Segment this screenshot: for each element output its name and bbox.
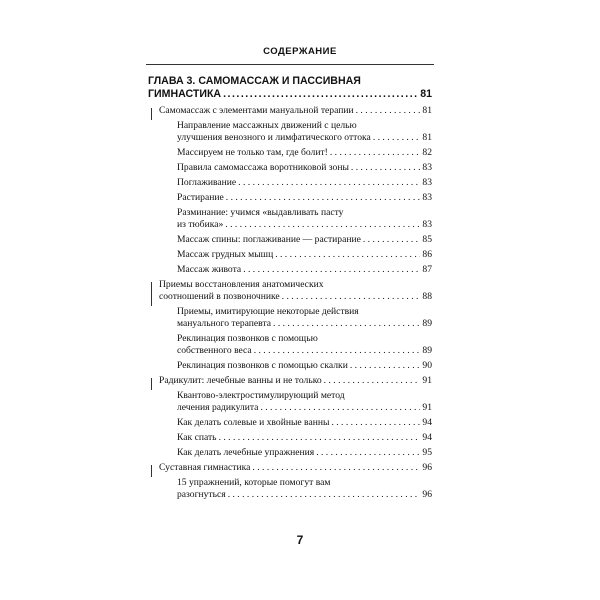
entry-page-number: 83	[422, 162, 432, 173]
entry-title-line: Как делать лечебные упражнения	[177, 447, 315, 458]
leader-dots	[351, 162, 420, 174]
entry-title-line: лечения радикулита	[177, 402, 259, 413]
toc-entries	[148, 105, 432, 501]
chapter-title-line1: ГЛАВА 3. САМОМАССАЖ И ПАССИВНАЯ	[148, 75, 361, 87]
leader-dots	[350, 360, 421, 372]
toc-subsection	[148, 477, 432, 501]
entry-page-number: 81	[422, 132, 432, 143]
entry-title-line: Растирание	[177, 192, 224, 203]
entry-page-number: 85	[422, 234, 432, 245]
running-head: СОДЕРЖАНИЕ	[263, 46, 337, 57]
entry-title-line: Направление массажных движений с целью	[177, 120, 357, 131]
leader-dots	[260, 402, 420, 414]
page-number: 7	[296, 533, 304, 547]
leader-dots	[243, 264, 420, 276]
entry-page-number: 96	[422, 462, 432, 473]
leader-dots	[282, 291, 421, 303]
entry-title-line: собственного веса	[177, 345, 252, 356]
entry-title-line: Реклинация позвонков с помощью скалки	[177, 360, 348, 371]
leader-dots	[330, 147, 421, 159]
entry-title-line: Суставная гимнастика	[159, 462, 251, 473]
header-rule	[146, 64, 434, 65]
toc-subsection	[148, 147, 432, 159]
entry-page-number: 83	[422, 192, 432, 203]
entry-title-line: Самомассаж с элементами мануальной терапии	[159, 105, 354, 116]
leader-dots	[219, 432, 421, 444]
entry-title-line: Приемы восстановления анатомических	[159, 279, 324, 290]
toc-subsection	[148, 432, 432, 444]
leader-dots	[226, 192, 421, 204]
entry-title-line: Массаж спины: поглаживание — растирание	[177, 234, 361, 245]
leader-dots	[331, 417, 420, 429]
toc-subsection	[148, 162, 432, 174]
toc-section	[148, 462, 432, 474]
entry-page-number: 94	[422, 417, 432, 428]
leader-dots	[223, 88, 418, 101]
toc-subsection	[148, 447, 432, 459]
entry-title-line: Массируем не только там, где болит!	[177, 147, 328, 158]
toc-subsection	[148, 333, 432, 357]
leader-dots	[363, 234, 421, 246]
toc-subsection	[148, 306, 432, 330]
toc-section	[148, 279, 432, 303]
toc-subsection	[148, 360, 432, 372]
entry-page-number: 94	[422, 432, 432, 443]
entry-title-line: Массаж живота	[177, 264, 242, 275]
leader-dots	[228, 489, 421, 501]
entry-page-number: 91	[422, 402, 432, 413]
table-of-contents	[148, 75, 432, 504]
leader-dots	[238, 177, 420, 189]
entry-page-number: 87	[422, 264, 432, 275]
toc-subsection	[148, 234, 432, 246]
toc-subsection	[148, 177, 432, 189]
leader-dots	[254, 345, 421, 357]
entry-page-number: 81	[422, 105, 432, 116]
entry-page-number: 82	[422, 147, 432, 158]
entry-title-line: из тюбика»	[177, 219, 224, 230]
leader-dots	[316, 447, 420, 459]
entry-page-number: 91	[422, 375, 432, 386]
entry-page-number: 86	[422, 249, 432, 260]
toc-subsection	[148, 417, 432, 429]
leader-dots	[324, 375, 421, 387]
leader-dots	[373, 132, 421, 144]
entry-page-number: 90	[422, 360, 432, 371]
leader-dots	[356, 105, 421, 117]
entry-page-number: 83	[422, 219, 432, 230]
entry-title-line: улучшения венозного и лимфатического оттока	[177, 132, 371, 143]
entry-page-number: 88	[422, 291, 432, 302]
leader-dots	[252, 462, 420, 474]
entry-title-line: Реклинация позвонков с помощью	[177, 333, 318, 344]
entry-page-number: 95	[422, 447, 432, 458]
toc-subsection	[148, 120, 432, 144]
entry-title-line: 15 упражнений, которые помогут вам	[177, 477, 331, 488]
leader-dots	[275, 249, 420, 261]
entry-title-line: мануального терапевта	[177, 318, 272, 329]
entry-title-line: Разминание: учимся «выдавливать пасту	[177, 207, 344, 218]
entry-page-number: 83	[422, 177, 432, 188]
entry-title-line: разогнуться	[177, 489, 226, 500]
toc-subsection	[148, 264, 432, 276]
entry-title-line: Приемы, имитирующие некоторые действия	[177, 306, 359, 317]
entry-title-line: Радикулит: лечебные ванны и не только	[159, 375, 322, 386]
entry-page-number: 89	[422, 318, 432, 329]
entry-title-line: Как спать	[177, 432, 217, 443]
toc-subsection	[148, 207, 432, 231]
entry-title-line: соотношений в позвоночнике	[159, 291, 280, 302]
entry-title-line: Поглаживание	[177, 177, 237, 188]
entry-title-line: Массаж грудных мышц	[177, 249, 274, 260]
chapter-heading	[148, 75, 432, 101]
toc-subsection	[148, 192, 432, 204]
chapter-page-number: 81	[420, 88, 432, 100]
entry-page-number: 96	[422, 489, 432, 500]
leader-dots	[225, 219, 420, 231]
toc-subsection	[148, 390, 432, 414]
entry-title-line: Квантово-электростимулирующий метод	[177, 390, 345, 401]
entry-title-line: Правила самомассажа воротниковой зоны	[177, 162, 349, 173]
chapter-title-line2: ГИМНАСТИКА	[148, 88, 222, 100]
toc-section	[148, 105, 432, 117]
entry-title-line: Как делать солевые и хвойные ванны	[177, 417, 330, 428]
toc-section	[148, 375, 432, 387]
toc-subsection	[148, 249, 432, 261]
leader-dots	[273, 318, 420, 330]
entry-page-number: 89	[422, 345, 432, 356]
